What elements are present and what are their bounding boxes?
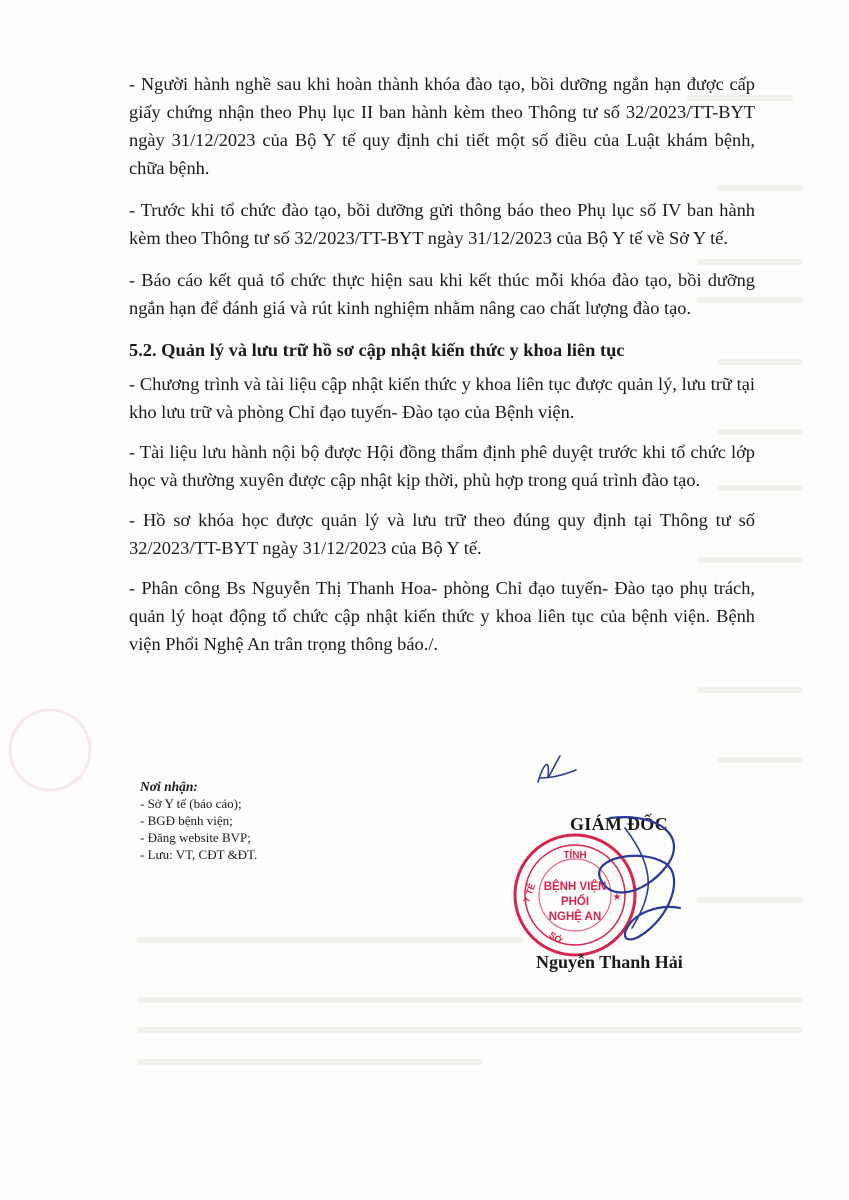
seal-left-text: Y TẾ — [521, 881, 538, 905]
signer-title: GIÁM ĐỐC — [570, 814, 668, 834]
seal-star-icon: ★ — [612, 892, 622, 903]
paragraph-certificate: - Người hành nghề sau khi hoàn thành khóa đào tạo, bồi dưỡng ngắn hạn được cấp giấy chứng nhận theo Phụ lục II ban hành kèm theo Thông tư số 32/2023/TT-BYT ngày 31/12/2023 của Bộ Y tế quy định chi tiết một số điều của Luật khám bệnh, chữa bệnh. — [129, 74, 755, 178]
recipients-list — [140, 795, 400, 863]
seal-line-2: PHỔI — [560, 896, 590, 908]
paragraph-notification: - Trước khi tổ chức đào tạo, bồi dưỡng gửi thông báo theo Phụ lục số IV ban hành kèm theo Thông tư số 32/2023/TT-BYT ngày 31/12/2023 của Bộ Y tế về Sở Y tế. — [129, 200, 755, 248]
seal-line-3: NGHỆ AN — [548, 911, 602, 923]
document-body — [129, 70, 755, 670]
initial-mark-icon — [530, 752, 580, 792]
recipient-item: - Sở Y tế (báo cáo); — [140, 796, 242, 811]
seal-line-1: BỆNH VIỆN — [543, 881, 607, 893]
paragraph-program-storage: - Chương trình và tài liệu cập nhật kiến thức y khoa liên tục được quản lý, lưu trữ tại kho lưu trữ và phòng Chỉ đạo tuyến- Đào tạo của Bệnh viện. — [129, 374, 755, 422]
seal-top-text: TỈNH — [563, 850, 587, 861]
paragraph-report: - Báo cáo kết quả tổ chức thực hiện sau khi kết thúc mỗi khóa đào tạo, bồi dưỡng ngắn hạn để đánh giá và rút kinh nghiệm nhằm nâng cao chất lượng đào tạo. — [129, 270, 755, 318]
handwritten-signature-icon — [570, 808, 700, 953]
seal-bottom-text: SỞ — [547, 929, 565, 946]
recipient-item: - BGĐ bệnh viện; — [140, 813, 233, 828]
paragraph-assignment: - Phân công Bs Nguyễn Thị Thanh Hoa- phòng Chỉ đạo tuyến- Đào tạo phụ trách, quản lý hoạt động tổ chức cập nhật kiến thức y khoa liên tục của bệnh viện. Bệnh viện Phổi Nghệ An trân trọng thông báo./. — [129, 578, 755, 654]
section-heading-5-2: 5.2. Quản lý và lưu trữ hồ sơ cập nhật kiến thức y khoa liên tục — [129, 340, 625, 360]
paragraph-course-records: - Hồ sơ khóa học được quản lý và lưu trữ theo đúng quy định tại Thông tư số 32/2023/TT-BYT ngày 31/12/2023 của Bộ Y tế. — [129, 510, 755, 558]
recipients-title: Nơi nhận: — [140, 779, 198, 794]
signer-name: Nguyễn Thanh Hải — [536, 952, 683, 972]
recipient-item: - Đăng website BVP; — [140, 830, 251, 845]
signature-block — [510, 808, 750, 988]
recipient-item: - Lưu: VT, CĐT &ĐT. — [140, 847, 258, 862]
paragraph-internal-documents: - Tài liệu lưu hành nội bộ được Hội đồng thẩm định phê duyệt trước khi tổ chức lớp học và thường xuyên được cập nhật kịp thời, phù hợp trong quá trình đào tạo. — [129, 442, 755, 490]
recipients-block — [140, 778, 400, 863]
